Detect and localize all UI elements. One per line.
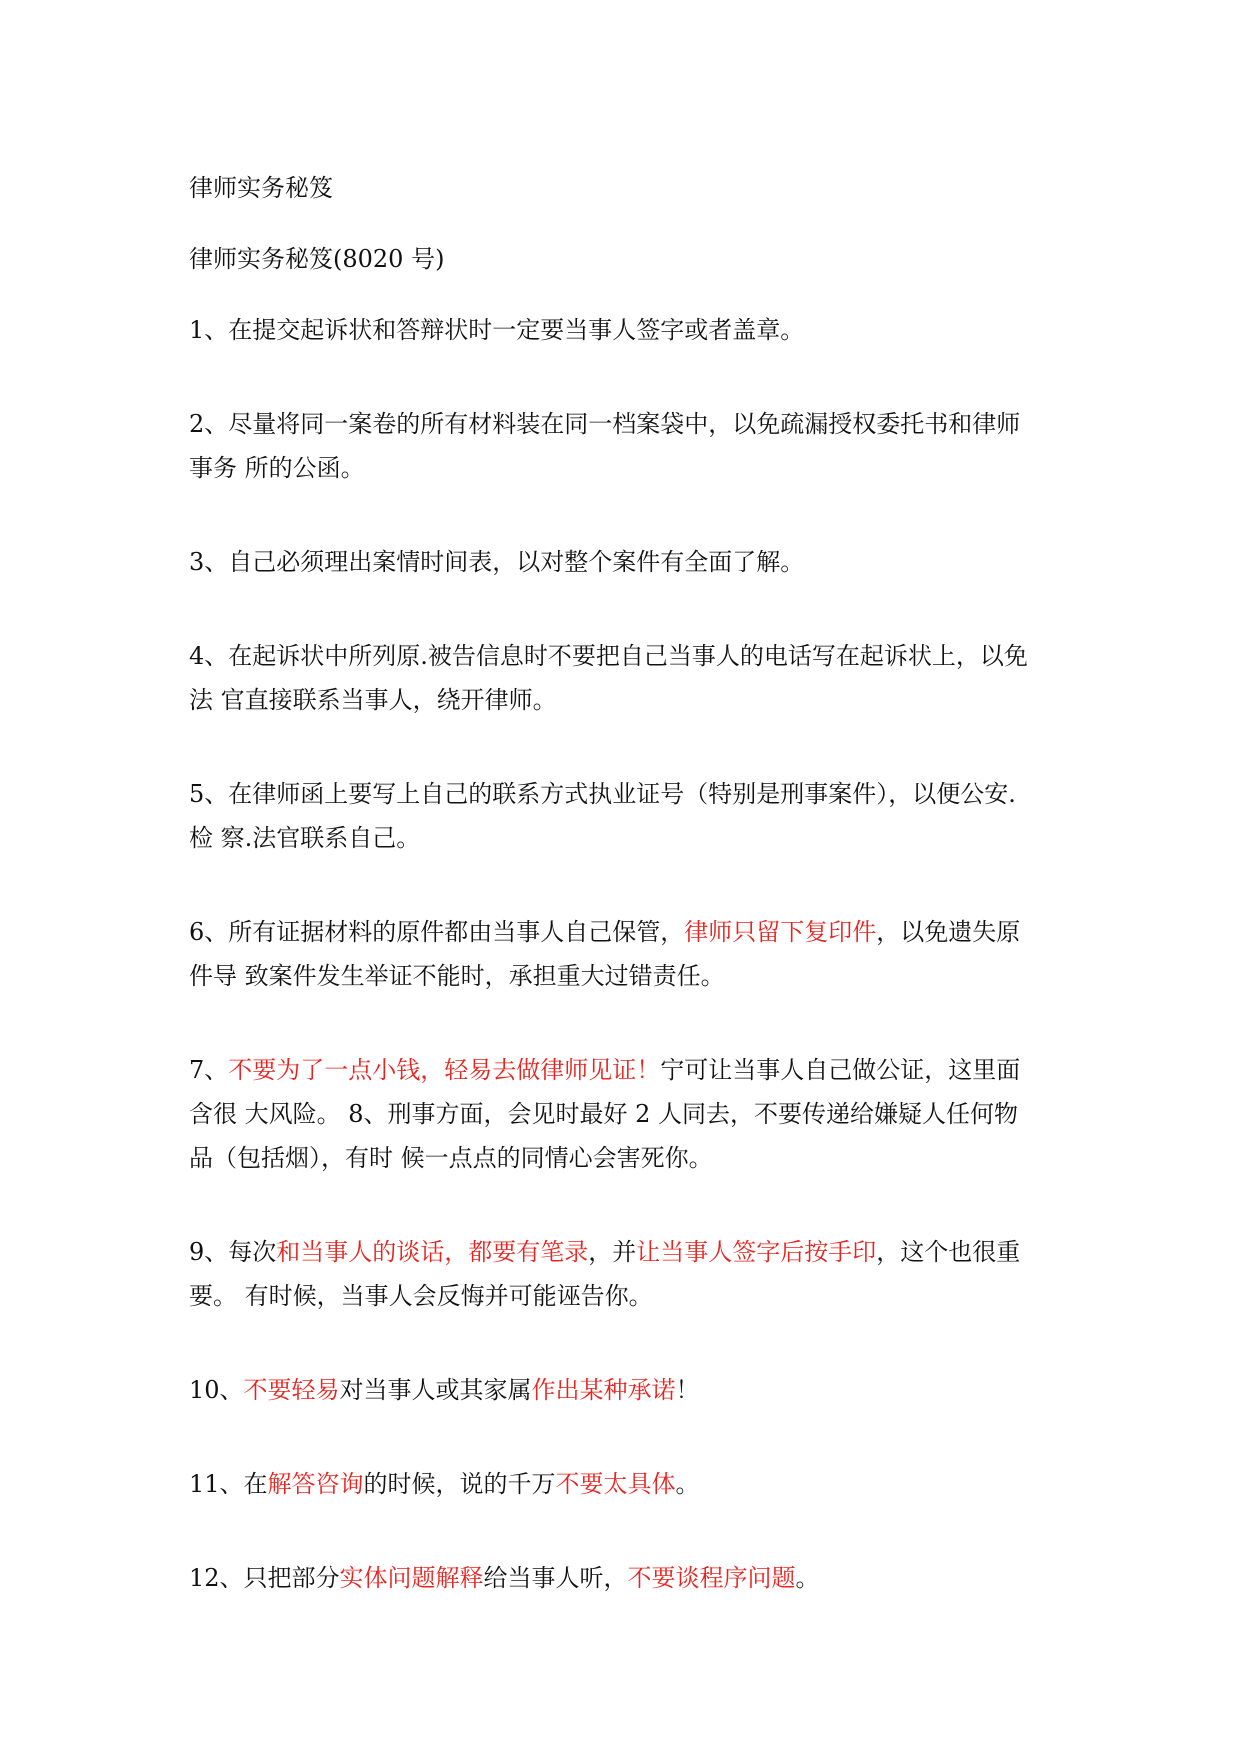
- body-text: 11、在: [189, 1470, 268, 1498]
- item-5-line-2: [189, 813, 1069, 863]
- body-text: 12、只把部分: [189, 1564, 340, 1592]
- body-text: 事务 所的公函。: [189, 454, 365, 482]
- body-text: 要。 有时候，当事人会反悔并可能诬告你。: [189, 1282, 653, 1310]
- emphasis-text: 实体问题解释: [339, 1564, 484, 1592]
- body-text: ，这个也很重: [876, 1238, 1021, 1266]
- item-6-line-2: [189, 951, 1069, 1001]
- body-text: 的时候，说的千万: [363, 1470, 556, 1498]
- body-text: 给当事人听，: [483, 1564, 628, 1592]
- emphasis-text: 不要谈程序问题: [627, 1564, 796, 1592]
- body-text: 10、: [189, 1376, 244, 1404]
- item-2-line-1: [189, 399, 1069, 449]
- body-text: 2、尽量将同一案卷的所有材料装在同一档案袋中，以免疏漏授权委托书和律师: [189, 410, 1021, 438]
- item-3-line-1: [189, 537, 1069, 587]
- body-text: 法 官直接联系当事人，绕开律师。: [189, 686, 557, 714]
- body-text: 4、在起诉状中所列原.被告信息时不要把自己当事人的电话写在起诉状上，以免: [189, 642, 1028, 670]
- item-7-line-1: [189, 1045, 1069, 1095]
- body-text: 3、自己必须理出案情时间表，以对整个案件有全面了解。: [189, 548, 805, 576]
- emphasis-text: 不要太具体: [555, 1470, 676, 1498]
- body-text: ，并: [588, 1238, 637, 1266]
- item-2-line-2: [189, 443, 1069, 493]
- body-text: 1、在提交起诉状和答辩状时一定要当事人签字或者盖章。: [189, 316, 805, 344]
- body-text: 件导 致案件发生举证不能时，承担重大过错责任。: [189, 962, 725, 990]
- body-text: 。: [675, 1470, 700, 1498]
- emphasis-text: 解答咨询: [267, 1470, 364, 1498]
- item-6-line-1: [189, 907, 1069, 957]
- body-text: ！: [675, 1376, 700, 1404]
- item-11-line-1: [189, 1553, 1069, 1603]
- item-5-line-1: [189, 769, 1069, 819]
- emphasis-text: 不要轻易: [243, 1376, 340, 1404]
- body-text: 检 察.法官联系自己。: [189, 824, 421, 852]
- document-title: 律师实务秘笈: [189, 174, 333, 202]
- body-text: 7、: [189, 1056, 229, 1084]
- item-8-line-1: [189, 1227, 1069, 1277]
- document-subtitle: 律师实务秘笈(8020 号): [189, 245, 445, 273]
- body-text: 。: [795, 1564, 820, 1592]
- body-text: 品（包括烟），有时 候一点点的同情心会害死你。: [189, 1144, 713, 1172]
- item-7-line-3: [189, 1133, 1069, 1183]
- emphasis-text: 律师只留下复印件: [684, 918, 877, 946]
- emphasis-text: 让当事人签字后按手印: [636, 1238, 877, 1266]
- body-text: 宁可让当事人自己做公证，这里面: [660, 1056, 1021, 1084]
- item-4-line-1: [189, 631, 1069, 681]
- body-text: 9、每次: [189, 1238, 277, 1266]
- item-1-line-1: [189, 305, 1069, 355]
- body-text: 5、在律师函上要写上自己的联系方式执业证号（特别是刑事案件），以便公安.: [189, 780, 1016, 808]
- item-9-line-1: [189, 1365, 1069, 1415]
- emphasis-text: 和当事人的谈话，都要有笔录: [276, 1238, 589, 1266]
- emphasis-text: 作出某种承诺: [531, 1376, 676, 1404]
- item-8-line-2: [189, 1271, 1069, 1321]
- item-10-line-1: [189, 1459, 1069, 1509]
- body-text: 含很 大风险。 8、刑事方面，会见时最好 2 人同去，不要传递给嫌疑人任何物: [189, 1100, 1019, 1128]
- item-7-line-2: [189, 1089, 1069, 1139]
- emphasis-text: 不要为了一点小钱，轻易去做律师见证！: [228, 1056, 661, 1084]
- body-text: 6、所有证据材料的原件都由当事人自己保管，: [189, 918, 685, 946]
- item-4-line-2: [189, 675, 1069, 725]
- body-text: ，以免遗失原: [876, 918, 1021, 946]
- body-text: 对当事人或其家属: [339, 1376, 532, 1404]
